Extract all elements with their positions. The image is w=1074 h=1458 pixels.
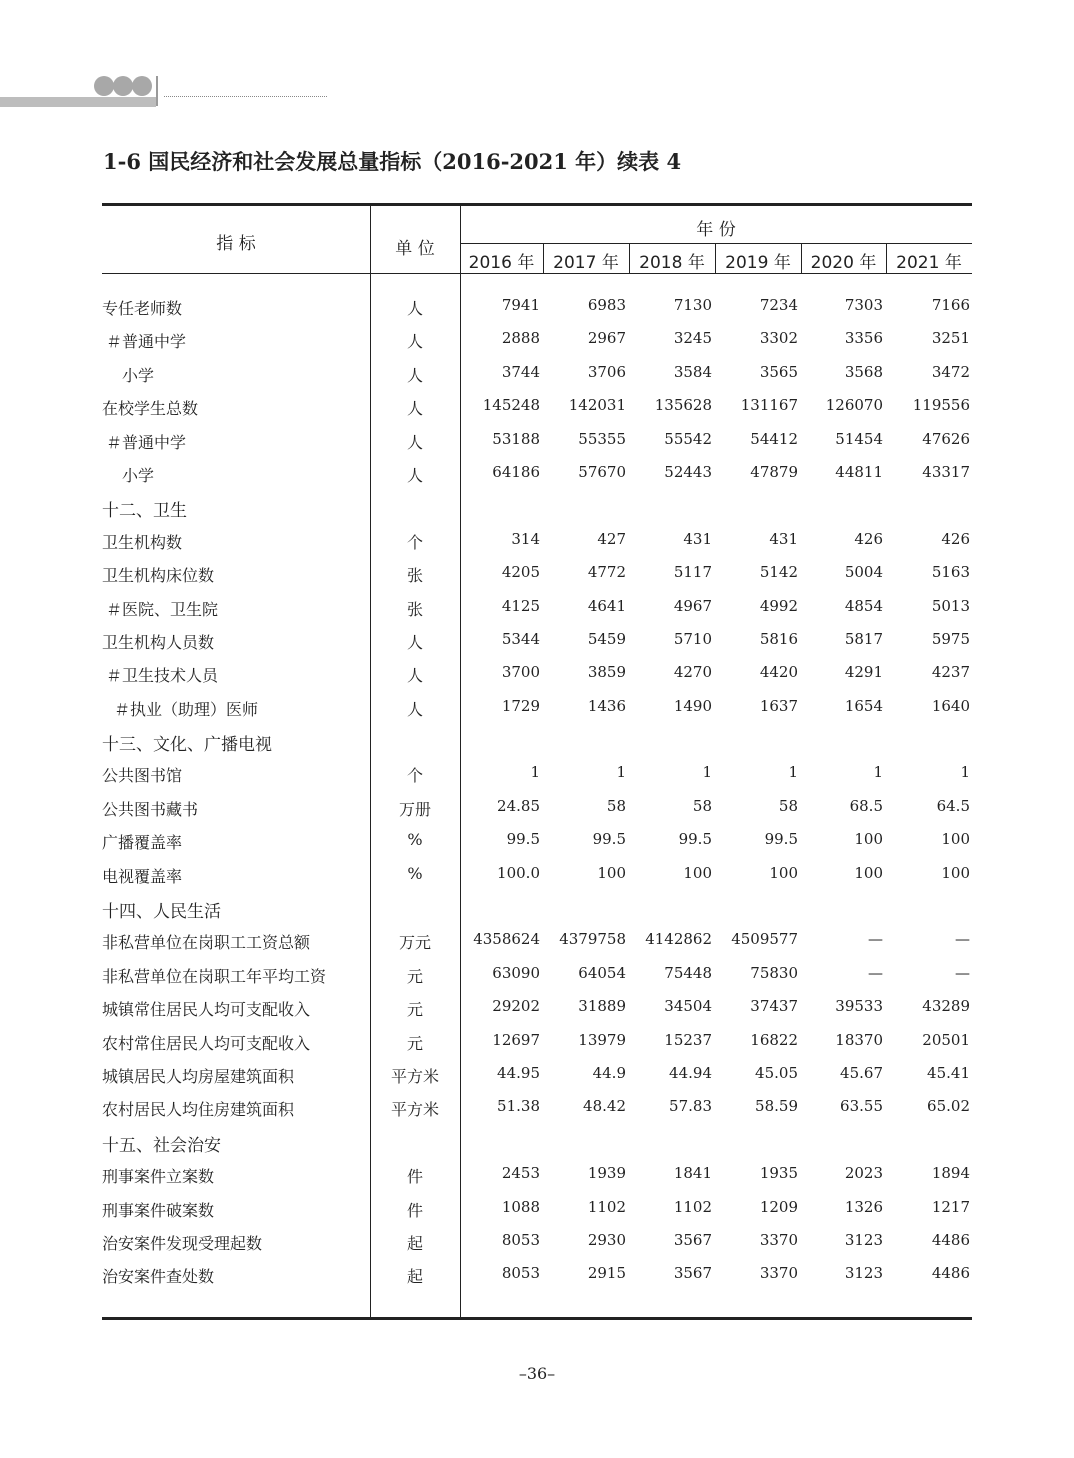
unit-cell: 万册 — [398, 799, 431, 819]
value-cell: 1088 — [501, 1197, 540, 1216]
value-cell: 44.9 — [592, 1063, 626, 1082]
unit-cell: 人 — [406, 465, 423, 485]
value-cell: 1729 — [501, 696, 540, 715]
indicator-name: ＃普通中学 — [106, 332, 187, 352]
value-cell: 7303 — [844, 296, 883, 314]
value-cell: 100 — [941, 830, 970, 849]
value-cell: 3568 — [844, 362, 883, 381]
value-cell: 1 — [873, 763, 883, 782]
value-cell: 58 — [778, 796, 798, 815]
value-cell: 3584 — [673, 362, 712, 381]
value-cell: 5710 — [673, 629, 712, 648]
value-cell: 3744 — [501, 362, 540, 381]
value-cell: 99.5 — [678, 830, 712, 849]
value-cell: 99.5 — [764, 830, 798, 849]
value-cell: 4854 — [844, 596, 883, 615]
value-cell: 75830 — [750, 963, 798, 982]
value-cell: 3245 — [673, 329, 712, 348]
value-cell: 58.59 — [755, 1097, 798, 1116]
value-cell: 4420 — [759, 663, 798, 682]
unit-cell: 起 — [406, 1233, 423, 1253]
value-cell: 64.5 — [936, 796, 970, 815]
decoration-circle-icon — [132, 76, 152, 96]
value-cell: 44811 — [835, 462, 883, 481]
value-cell: 2915 — [587, 1264, 626, 1283]
value-cell: 51.38 — [497, 1097, 540, 1116]
unit-cell: 人 — [406, 666, 423, 686]
value-cell: 1490 — [673, 696, 712, 715]
value-cell: 99.5 — [592, 830, 626, 849]
value-cell: 100 — [854, 863, 883, 882]
indicator-name: 小学 — [122, 465, 155, 485]
value-cell: 4237 — [931, 663, 970, 682]
indicator-name: 小学 — [122, 365, 155, 385]
value-cell: 5816 — [759, 629, 798, 648]
value-cell: 45.05 — [755, 1063, 798, 1082]
value-cell: 57670 — [578, 462, 626, 481]
indicator-name: 卫生机构床位数 — [102, 566, 215, 586]
indicator-name: 城镇居民人均房屋建筑面积 — [102, 1066, 295, 1086]
table-row — [102, 925, 972, 958]
indicator-name: ＃普通中学 — [106, 432, 187, 452]
unit-cell: 个 — [406, 532, 423, 552]
value-cell: 100 — [683, 863, 712, 882]
table-row — [102, 1059, 972, 1092]
unit-cell: 平方米 — [390, 1066, 439, 1086]
value-cell: 1637 — [759, 696, 798, 715]
header-indicator: 指 标 — [216, 234, 256, 254]
table-row — [102, 1026, 972, 1059]
value-cell: 55542 — [664, 429, 712, 448]
value-cell: 3123 — [844, 1264, 883, 1283]
value-cell: 1939 — [587, 1164, 626, 1183]
indicator-name: 卫生机构数 — [102, 532, 183, 552]
value-cell: 37437 — [750, 997, 798, 1016]
indicator-name: 农村居民人均住房建筑面积 — [102, 1100, 295, 1120]
table-row — [102, 458, 972, 491]
value-cell: 43317 — [922, 462, 970, 481]
value-cell: 3123 — [844, 1230, 883, 1249]
value-cell: 7166 — [931, 296, 970, 314]
unit-cell: 人 — [406, 332, 423, 352]
indicator-name: 专任老师数 — [102, 299, 183, 318]
value-cell: 5975 — [931, 629, 970, 648]
value-cell: 64054 — [578, 963, 626, 982]
indicator-name: 治安案件查处数 — [102, 1267, 215, 1287]
value-cell: 100.0 — [497, 863, 540, 882]
table-row — [102, 959, 972, 992]
value-cell: 426 — [854, 529, 883, 548]
section-row — [102, 892, 972, 925]
table-body — [102, 291, 972, 1293]
table-row — [102, 1092, 972, 1125]
header-year: 2021 年 — [896, 253, 962, 273]
value-cell: 15237 — [664, 1030, 712, 1049]
value-cell: 131167 — [740, 396, 798, 415]
value-cell: 4358624 — [473, 930, 540, 949]
table-row — [102, 1226, 972, 1259]
decoration-circle-icon — [113, 76, 133, 96]
section-title: 十二、卫生 — [102, 501, 187, 522]
indicator-name: 广播覆盖率 — [102, 833, 183, 853]
value-cell: 63.55 — [840, 1097, 883, 1116]
value-cell: 1217 — [931, 1197, 970, 1216]
value-cell: 51454 — [835, 429, 883, 448]
value-cell: — — [868, 930, 883, 949]
value-cell: 16822 — [750, 1030, 798, 1049]
value-cell: 65.02 — [927, 1097, 970, 1116]
value-cell: 45.41 — [927, 1063, 970, 1082]
section-row — [102, 1126, 972, 1159]
table-row — [102, 391, 972, 424]
table-top-rule — [102, 203, 972, 206]
value-cell: 1 — [616, 763, 626, 782]
value-cell: 426 — [941, 529, 970, 548]
value-cell: 57.83 — [669, 1097, 712, 1116]
unit-cell: 张 — [406, 566, 423, 586]
value-cell: 53188 — [492, 429, 540, 448]
value-cell: 126070 — [825, 396, 883, 415]
value-cell: 427 — [597, 529, 626, 548]
value-cell: 68.5 — [849, 796, 883, 815]
value-cell: 29202 — [492, 997, 540, 1016]
value-cell: 48.42 — [583, 1097, 626, 1116]
value-cell: 5013 — [931, 596, 970, 615]
value-cell: 20501 — [922, 1030, 970, 1049]
table-row — [102, 425, 972, 458]
value-cell: 3565 — [759, 362, 798, 381]
value-cell: 4142862 — [645, 930, 712, 949]
value-cell: 24.85 — [497, 796, 540, 815]
unit-cell: 万元 — [398, 933, 431, 953]
statistics-table — [102, 203, 972, 1321]
header-year: 2017 年 — [553, 253, 619, 273]
value-cell: 314 — [511, 529, 540, 548]
value-cell: 2453 — [501, 1164, 540, 1183]
value-cell: 5142 — [759, 563, 798, 582]
value-cell: 18370 — [835, 1030, 883, 1049]
value-cell: 58 — [692, 796, 712, 815]
value-cell: 75448 — [664, 963, 712, 982]
unit-cell: 人 — [406, 399, 423, 419]
indicator-name: 电视覆盖率 — [102, 866, 183, 886]
indicator-name: 城镇常住居民人均可支配收入 — [102, 1000, 311, 1020]
value-cell: 3706 — [587, 362, 626, 381]
section-title: 十四、人民生活 — [102, 902, 221, 923]
value-cell: 1102 — [673, 1197, 712, 1216]
table-row — [102, 692, 972, 725]
value-cell: 47626 — [922, 429, 970, 448]
indicator-name: 非私营单位在岗职工年平均工资 — [102, 966, 327, 986]
header-year: 2019 年 — [725, 253, 791, 273]
unit-cell: 人 — [406, 299, 423, 318]
value-cell: 4641 — [587, 596, 626, 615]
value-cell: 8053 — [501, 1264, 540, 1283]
value-cell: 3472 — [931, 362, 970, 381]
section-row — [102, 491, 972, 524]
page-number: –36– — [518, 1364, 556, 1383]
unit-cell: 人 — [406, 699, 423, 719]
value-cell: 1 — [960, 763, 970, 782]
value-cell: 142031 — [568, 396, 626, 415]
header-year-group: 年 份 — [696, 220, 736, 240]
value-cell: 5117 — [673, 563, 712, 582]
indicator-name: 非私营单位在岗职工工资总额 — [102, 933, 311, 953]
unit-cell: 人 — [406, 365, 423, 385]
value-cell: 39533 — [835, 997, 883, 1016]
table-row — [102, 291, 972, 324]
header-decoration-bar — [0, 97, 156, 107]
value-cell: 3302 — [759, 329, 798, 348]
value-cell: 64186 — [492, 462, 540, 481]
value-cell: 2930 — [587, 1230, 626, 1249]
value-cell: 4486 — [931, 1264, 970, 1283]
indicator-name: 刑事案件立案数 — [102, 1167, 215, 1187]
value-cell: — — [955, 963, 970, 982]
unit-cell: % — [407, 863, 423, 883]
value-cell: 4992 — [759, 596, 798, 615]
value-cell: 100 — [941, 863, 970, 882]
indicator-name: 公共图书馆 — [102, 766, 183, 786]
value-cell: 44.94 — [669, 1063, 712, 1082]
value-cell: 5163 — [931, 563, 970, 582]
value-cell: 2023 — [844, 1164, 883, 1183]
value-cell: 3370 — [759, 1230, 798, 1249]
value-cell: 4772 — [587, 563, 626, 582]
table-row — [102, 658, 972, 691]
value-cell: 3567 — [673, 1230, 712, 1249]
header-divider — [156, 76, 158, 106]
unit-cell: 人 — [406, 632, 423, 652]
unit-cell: 元 — [406, 1033, 423, 1053]
value-cell: 1326 — [844, 1197, 883, 1216]
decoration-circle-icon — [94, 76, 114, 96]
value-cell: 4967 — [673, 596, 712, 615]
value-cell: 5004 — [844, 563, 883, 582]
year-group-rule — [460, 243, 972, 244]
value-cell: 4509577 — [731, 930, 798, 949]
table-row — [102, 1159, 972, 1192]
value-cell: 1 — [530, 763, 540, 782]
value-cell: 2888 — [501, 329, 540, 348]
value-cell: 4205 — [501, 563, 540, 582]
table-row — [102, 358, 972, 391]
value-cell: 1894 — [931, 1164, 970, 1183]
value-cell: 145248 — [482, 396, 540, 415]
value-cell: 7941 — [501, 296, 540, 314]
value-cell: 4379758 — [559, 930, 626, 949]
value-cell: 43289 — [922, 997, 970, 1016]
value-cell: 3356 — [844, 329, 883, 348]
value-cell: 1935 — [759, 1164, 798, 1183]
value-cell: 3700 — [501, 663, 540, 682]
value-cell: 34504 — [664, 997, 712, 1016]
table-row — [102, 1193, 972, 1226]
value-cell: 1 — [702, 763, 712, 782]
unit-cell: 元 — [406, 1000, 423, 1020]
value-cell: — — [868, 963, 883, 982]
unit-cell: 平方米 — [390, 1100, 439, 1120]
value-cell: 4486 — [931, 1230, 970, 1249]
unit-cell: 人 — [406, 432, 423, 452]
value-cell: 1841 — [673, 1164, 712, 1183]
value-cell: 1 — [788, 763, 798, 782]
value-cell: 119556 — [912, 396, 970, 415]
value-cell: 31889 — [578, 997, 626, 1016]
header-dotted-line — [164, 96, 327, 97]
indicator-name: 卫生机构人员数 — [102, 632, 215, 652]
value-cell: 4291 — [844, 663, 883, 682]
unit-cell: % — [407, 830, 423, 850]
value-cell: 3251 — [931, 329, 970, 348]
header-year: 2016 年 — [468, 253, 535, 273]
value-cell: 47879 — [750, 462, 798, 481]
section-title: 十三、文化、广播电视 — [102, 735, 272, 756]
value-cell: 45.67 — [840, 1063, 883, 1082]
value-cell: 54412 — [750, 429, 798, 448]
table-bottom-rule — [102, 1317, 972, 1320]
value-cell: 13979 — [578, 1030, 626, 1049]
value-cell: 12697 — [492, 1030, 540, 1049]
value-cell: 5344 — [501, 629, 540, 648]
value-cell: 55355 — [578, 429, 626, 448]
value-cell: 4270 — [673, 663, 712, 682]
unit-cell: 个 — [406, 766, 423, 786]
value-cell: 7234 — [759, 296, 798, 314]
header-unit: 单 位 — [395, 239, 435, 259]
value-cell: 6983 — [587, 296, 626, 314]
value-cell: 8053 — [501, 1230, 540, 1249]
value-cell: 1436 — [587, 696, 626, 715]
table-row — [102, 758, 972, 791]
page-title: 1-6 国民经济和社会发展总量指标（2016-2021 年）续表 4 — [103, 149, 682, 174]
value-cell: 431 — [683, 529, 712, 548]
value-cell: 2967 — [587, 329, 626, 348]
value-cell: 100 — [597, 863, 626, 882]
value-cell: 431 — [769, 529, 798, 548]
indicator-name: ＃卫生技术人员 — [106, 666, 219, 686]
value-cell: 5459 — [587, 629, 626, 648]
table-row — [102, 592, 972, 625]
section-title: 十五、社会治安 — [102, 1135, 221, 1156]
value-cell: 3859 — [587, 663, 626, 682]
table-row — [102, 625, 972, 658]
section-row — [102, 725, 972, 758]
value-cell: 52443 — [664, 462, 712, 481]
indicator-name: 治安案件发现受理起数 — [102, 1233, 263, 1253]
value-cell: 63090 — [492, 963, 540, 982]
table-row — [102, 525, 972, 558]
table-header-rule — [102, 273, 972, 274]
indicator-name: 公共图书藏书 — [102, 799, 199, 819]
table-row — [102, 992, 972, 1025]
table-row — [102, 859, 972, 892]
table-row — [102, 324, 972, 357]
value-cell: 100 — [769, 863, 798, 882]
value-cell: 1102 — [587, 1197, 626, 1216]
value-cell: 44.95 — [497, 1063, 540, 1082]
header-year: 2020 年 — [810, 253, 877, 273]
value-cell: 135628 — [654, 396, 712, 415]
value-cell: 1209 — [759, 1197, 798, 1216]
value-cell: 3370 — [759, 1264, 798, 1283]
value-cell: 7130 — [673, 296, 712, 314]
indicator-name: ＃医院、卫生院 — [106, 599, 219, 619]
indicator-name: 刑事案件破案数 — [102, 1200, 215, 1220]
unit-cell: 元 — [406, 966, 423, 986]
header-year: 2018 年 — [639, 253, 705, 273]
unit-cell: 件 — [406, 1167, 423, 1187]
table-row — [102, 825, 972, 858]
value-cell: 3567 — [673, 1264, 712, 1283]
indicator-name: 农村常住居民人均可支配收入 — [102, 1033, 311, 1053]
indicator-name: ＃执业（助理）医师 — [114, 699, 259, 719]
unit-cell: 起 — [406, 1267, 423, 1287]
value-cell: 1640 — [931, 696, 970, 715]
table-row — [102, 558, 972, 591]
unit-cell: 件 — [406, 1200, 423, 1220]
table-row — [102, 1259, 972, 1292]
value-cell: 58 — [606, 796, 626, 815]
value-cell: 99.5 — [506, 830, 540, 849]
indicator-name: 在校学生总数 — [102, 399, 199, 419]
value-cell: 4125 — [501, 596, 540, 615]
value-cell: 5817 — [844, 629, 883, 648]
table-row — [102, 792, 972, 825]
value-cell: — — [955, 930, 970, 949]
unit-cell: 张 — [406, 599, 423, 619]
value-cell: 1654 — [844, 696, 883, 715]
value-cell: 100 — [854, 830, 883, 849]
